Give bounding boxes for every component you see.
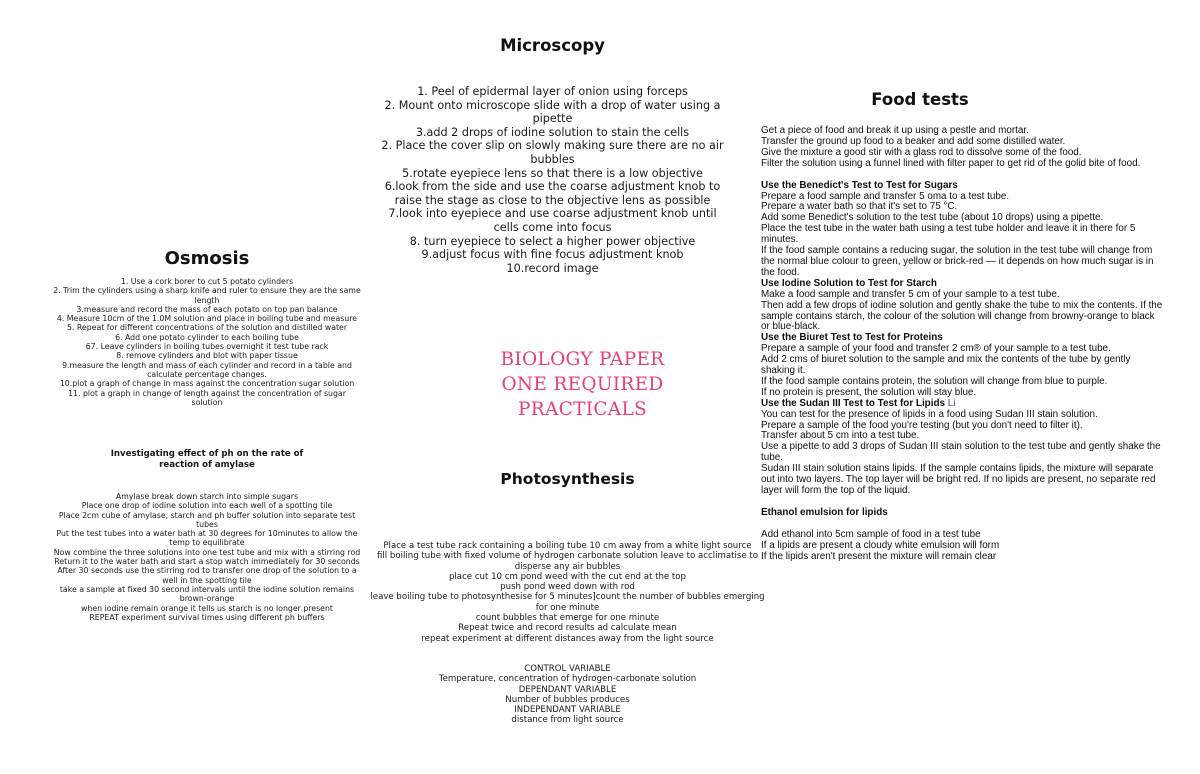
list-item: REPEAT experiment survival times using different ph buffers [89,612,325,622]
list-item: 4. Measure 10cm of the 1.0M solution and place in boiling tube and measure [56,314,358,324]
list-item: repeat experiment at different distances away from the light source [421,633,714,644]
page-title [460,347,705,422]
list-item: push pond weed down with rod [500,582,635,593]
list-item: Return it to the water bath and start a stop watch immediately for 30 seconds [54,557,360,567]
benedict-line: Add some Benedict's solution to the test tube (about 10 drops) using a pipette. [761,212,1104,224]
photosynthesis-title: Photosynthesis [500,470,635,488]
list-item: 8. turn eyepiece to select a higher power objective [409,234,696,248]
list-item: 2. Place the cover slip on slowly making sure there are no air bubbles [381,139,724,166]
list-item: 5. Repeat for different concentrations of the solution and distilled water [66,323,348,333]
list-item: take a sample at fixed 30 second intervals until the iodine solution remains brown-orange [59,584,355,604]
benedict-line: Place the test tube in the water bath using a test tube holder and leave it in there for 5 minutes. [761,223,1136,246]
list-item: After 30 seconds use the stirring rod to transfer one drop of the solution to a well in the spotting tile [57,566,357,585]
photosynthesis-section [365,470,770,726]
list-item: 8. remove cylinders and blot with paper tissue [116,351,298,361]
biuret-line: If no protein is present, the solution will stay blue. [761,386,977,398]
iodine-line: Make a food sample and transfer 5 cm of your sample to a test tube. [761,288,1060,300]
list-item: 7.look into eyepiece and use coarse adjustment knob until cells come into focus [388,207,717,234]
food-tests-title-wrap [820,90,1020,109]
food-tests-title: Food tests [871,90,969,109]
list-item: 2. Trim the cylinders using a sharp knife and ruler to ensure they are the same length [53,286,361,305]
biuret-line: Prepare a sample of your food and transfer 2 cm® of your sample to a test tube. [761,343,1111,355]
list-item: Now combine the three solutions into one test tube and mix with a stirring rod [53,547,361,557]
list-item: 6.look from the side and use the coarse adjustment knob to raise the stage as close to the objective lens as possible [384,180,721,207]
list-item: 1. Peel of epidermal layer of onion using forceps [417,85,688,98]
enzyme-steps [52,492,362,622]
dependant-variable-value: Number of bubbles produces [505,694,630,705]
title-line-2: ONE REQUIRED [501,374,664,395]
independant-variable-label: INDEPENDANT VARIABLE [514,705,621,716]
list-item: 9.measure the length and mass of each cylinder and record in a table and calculate percentage changes. [62,360,352,379]
list-item: 2. Mount onto microscope slide with a drop of water using a pipette [384,98,721,126]
variables-block [365,664,770,726]
control-variable-label: CONTROL VARIABLE [524,663,611,674]
iodine-line: Then add a few drops of iodine solution and gently shake the tube to mix the contents. If the sample contains starch, the colour of the solution will change from browny-orange to black or blue-black. [761,299,1163,333]
sudan-heading: Use the Sudan III Test to Test for Lipids [761,397,945,409]
control-variable-value: Temperature, concentration of hydrogen-carbonate solution [438,674,697,685]
sudan-line: Transfer about 5 cm into a test tube. [761,430,920,442]
ethanol-line: If the lipids aren't present the mixture will remain clear [761,550,997,562]
enzyme-title: Investigating effect of ph on the rate of reaction of amylase [110,449,304,470]
microscopy-title: Microscopy [500,36,605,55]
list-item: Place 2cm cube of amylase, starch and ph buffer solution into separate test tubes [58,510,356,529]
sudan-line: Sudan III stain solution stains lipids. If the sample contains lipids, the mixture will separate out into two layers. The top layer will be bright red. If no lipids are present, no separate red layer will form the top of the liquid. [761,463,1156,496]
sudan-line: Use a pipette to add 3 drops of Sudan III stain solution to the test tube and gently shake the tube. [761,441,1161,464]
list-item: Place one drop of iodine solution into each well of a spotting tile [81,501,333,511]
food-prep-line: Get a piece of food and break it up using a pestle and mortar. [761,125,1029,136]
iodine-heading: Use Iodine Solution to Test for Starch [761,277,937,289]
microscopy-steps [380,85,725,275]
list-item: 5.rotate eyepiece lens so that there is a low objective [402,166,703,180]
microscopy-section [380,36,725,275]
ethanol-line: If a lipids are present a cloudy white emulsion will form [761,539,1000,551]
list-item: count bubbles that emerge for one minute [475,613,660,624]
list-item: 3.measure and record the mass of each potato on top pan balance [76,304,338,314]
food-prep-line: Transfer the ground up food to a beaker and add some distilled water. [761,135,1066,147]
food-tests-section [761,126,1166,563]
ethanol-line: Add ethanol into 5cm sample of food in a test tube [761,528,981,540]
list-item: Put the test tubes into a water bath at 30 degrees for 10minutes to allow the temp to equilibrate [56,529,358,548]
list-item: 10.plot a graph of change in mass against the concentration sugar solution [59,379,355,389]
list-item: 1. Use a cork borer to cut 5 potato cylinders [120,277,294,286]
list-item: 10.record image [506,261,599,275]
list-item: Amylase break down starch into simple sugars [115,492,299,501]
list-item: 9.adjust focus with fine focus adjustment knob [421,248,684,262]
photosynthesis-steps [365,541,770,644]
list-item: when iodine remain orange it tells us starch is no longer present [81,603,333,613]
list-item: 67. Leave cylinders in boiling tubes overnight it test tube rack [85,342,329,352]
list-item: place cut 10 cm pond weed with the cut end at the top [448,571,687,582]
biuret-heading: Use the Biuret Test to Test for Proteins [761,332,943,344]
enzyme-section [52,449,362,622]
biuret-line: If the food sample contains protein, the solution will change from blue to purple. [761,375,1108,387]
sudan-line: You can test for the presence of lipids in a food using Sudan III stain solution. [761,408,1098,420]
benedict-heading: Use the Benedict's Test to Test for Sugars [761,179,958,191]
biuret-line: Add 2 cms of biuret solution to the sample and mix the contents of the tube by gently shaking it. [761,354,1131,377]
list-item: Place a test tube rack containing a boiling tube 10 cm away from a white light source [383,541,752,551]
title-line-3: PRACTICALS [517,399,647,420]
list-item: fill boiling tube with fixed volume of hydrogen carbonate solution leave to acclimatise to disperse any air bubbles [377,551,758,572]
benedict-line: Prepare a water bath so that it's set to 75 °C. [761,201,958,213]
list-item: 11. plot a graph in change of length against the concentration of sugar solution [68,388,346,407]
list-item: Repeat twice and record results ad calculate mean [458,623,677,634]
osmosis-section [52,248,362,407]
dependant-variable-label: DEPENDANT VARIABLE [518,684,617,695]
food-prep-line: Filter the solution using a funnel lined with filter paper to get rid of the golid bite of food. [761,157,1141,169]
osmosis-steps [52,277,362,407]
food-prep-line: Give the mixture a good stir with a glass rod to dissolve some of the food. [761,146,1082,158]
title-line-1: BIOLOGY PAPER [500,349,665,370]
benedict-line: Prepare a food sample and transfer 5 oma to a test tube. [761,190,1010,202]
list-item: 3.add 2 drops of iodine solution to stain the cells [415,125,690,139]
independant-variable-value: distance from light source [511,715,624,726]
list-item: leave boiling tube to photosynthesise for 5 minutes]count the number of bubbles emerging for one minute [370,592,765,613]
sudan-suffix: Li [944,397,956,409]
list-item: 6. Add one potato cylinder to each boiling tube [115,332,299,342]
sudan-line: Prepare a sample of the food you're testing (but you don't need to filter it). [761,419,1083,431]
benedict-line: If the food sample contains a reducing sugar, the solution in the test tube will change from the normal blue colour to green, yellow or brick-red — it depends on how much sugar is in the food. [761,245,1154,278]
osmosis-title: Osmosis [164,248,250,269]
ethanol-heading: Ethanol emulsion for lipids [761,506,888,518]
